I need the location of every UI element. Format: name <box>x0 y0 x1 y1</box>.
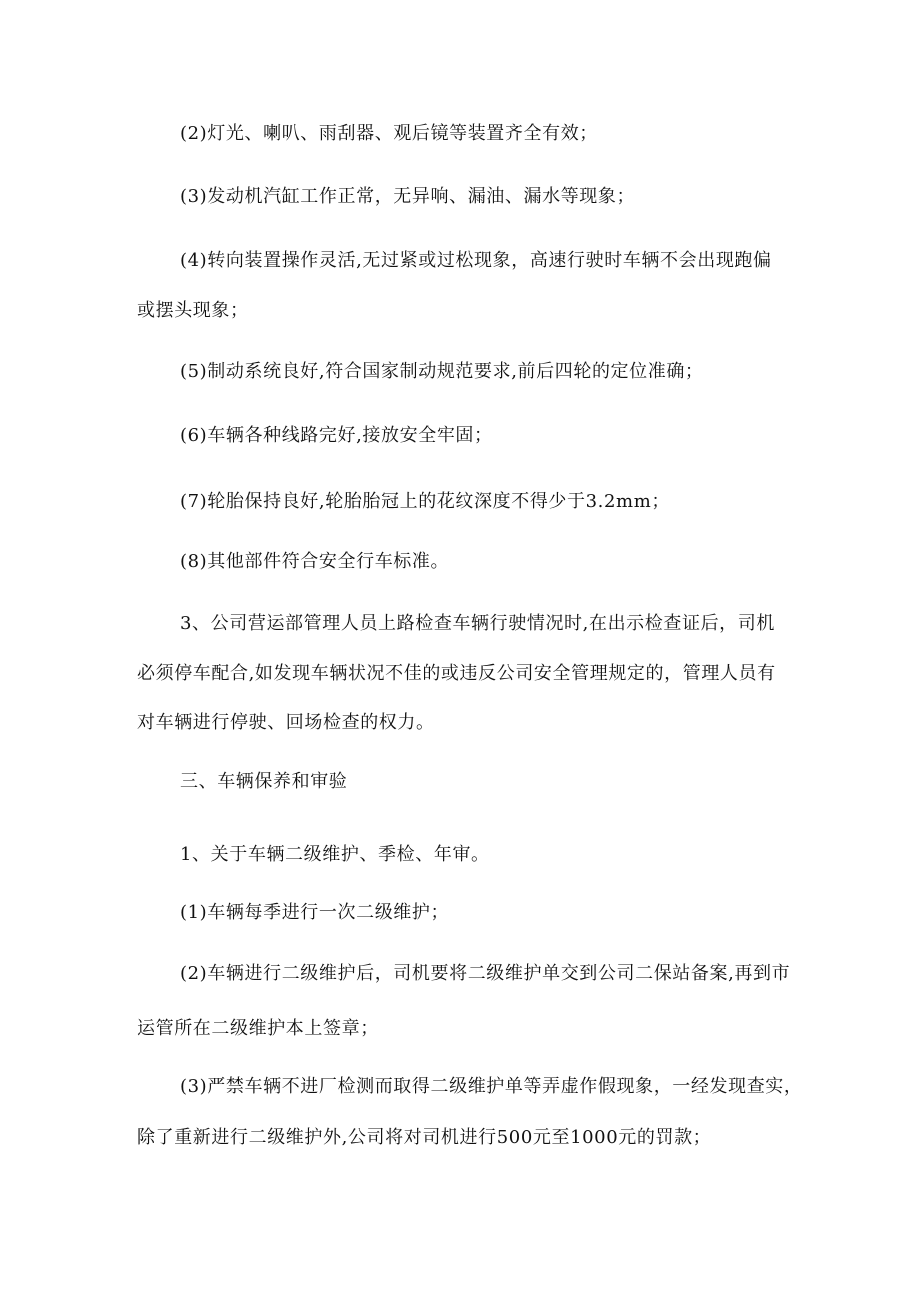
section-3-line-3: 对车辆进行停驶、回场检查的权力。 <box>137 712 435 733</box>
sub-item-3-line-2: 除了重新进行二级维护外,公司将对司机进行500元至1000元的罚款； <box>137 1127 712 1148</box>
maintenance-item-1-line: 1、关于车辆二级维护、季检、年审。 <box>180 844 490 865</box>
item-3-line: (3)发动机汽缸工作正常，无异响、漏油、漏水等现象； <box>180 186 636 207</box>
item-8-line: (8)其他部件符合安全行车标准。 <box>180 551 450 572</box>
item-6-line: (6)车辆各种线路完好,接放安全牢固； <box>180 425 493 446</box>
section-3-line-2: 必须停车配合,如发现车辆状况不佳的或违反公司安全管理规定的，管理人员有 <box>137 663 776 684</box>
item-2-line: (2)灯光、喇叭、雨刮器、观后镜等装置齐全有效； <box>180 123 598 144</box>
sub-item-2-line-2: 运管所在二级维护本上签章； <box>137 1018 379 1039</box>
sub-item-1-line: (1)车辆每季进行一次二级维护； <box>180 902 450 923</box>
item-4-line-2: 或摆头现象； <box>137 300 249 321</box>
item-5-line: (5)制动系统良好,符合国家制动规范要求,前后四轮的定位准确； <box>180 361 704 382</box>
heading-vehicle-maintenance: 三、车辆保养和审验 <box>180 771 348 792</box>
item-4-line-1: (4)转向装置操作灵活,无过紧或过松现象，高速行驶时车辆不会出现跑偏 <box>180 250 772 271</box>
sub-item-3-line-1: (3)严禁车辆不进厂检测而取得二级维护单等弄虚作假现象，一经发现查实， <box>180 1076 803 1097</box>
sub-item-2-line-1: (2)车辆进行二级维护后，司机要将二级维护单交到公司二保站备案,再到市 <box>180 963 791 984</box>
section-3-line-1: 3、公司营运部管理人员上路检查车辆行驶情况时,在出示检查证后，司机 <box>180 613 775 634</box>
item-7-line: (7)轮胎保持良好,轮胎胎冠上的花纹深度不得少于3.2mm； <box>180 491 670 512</box>
